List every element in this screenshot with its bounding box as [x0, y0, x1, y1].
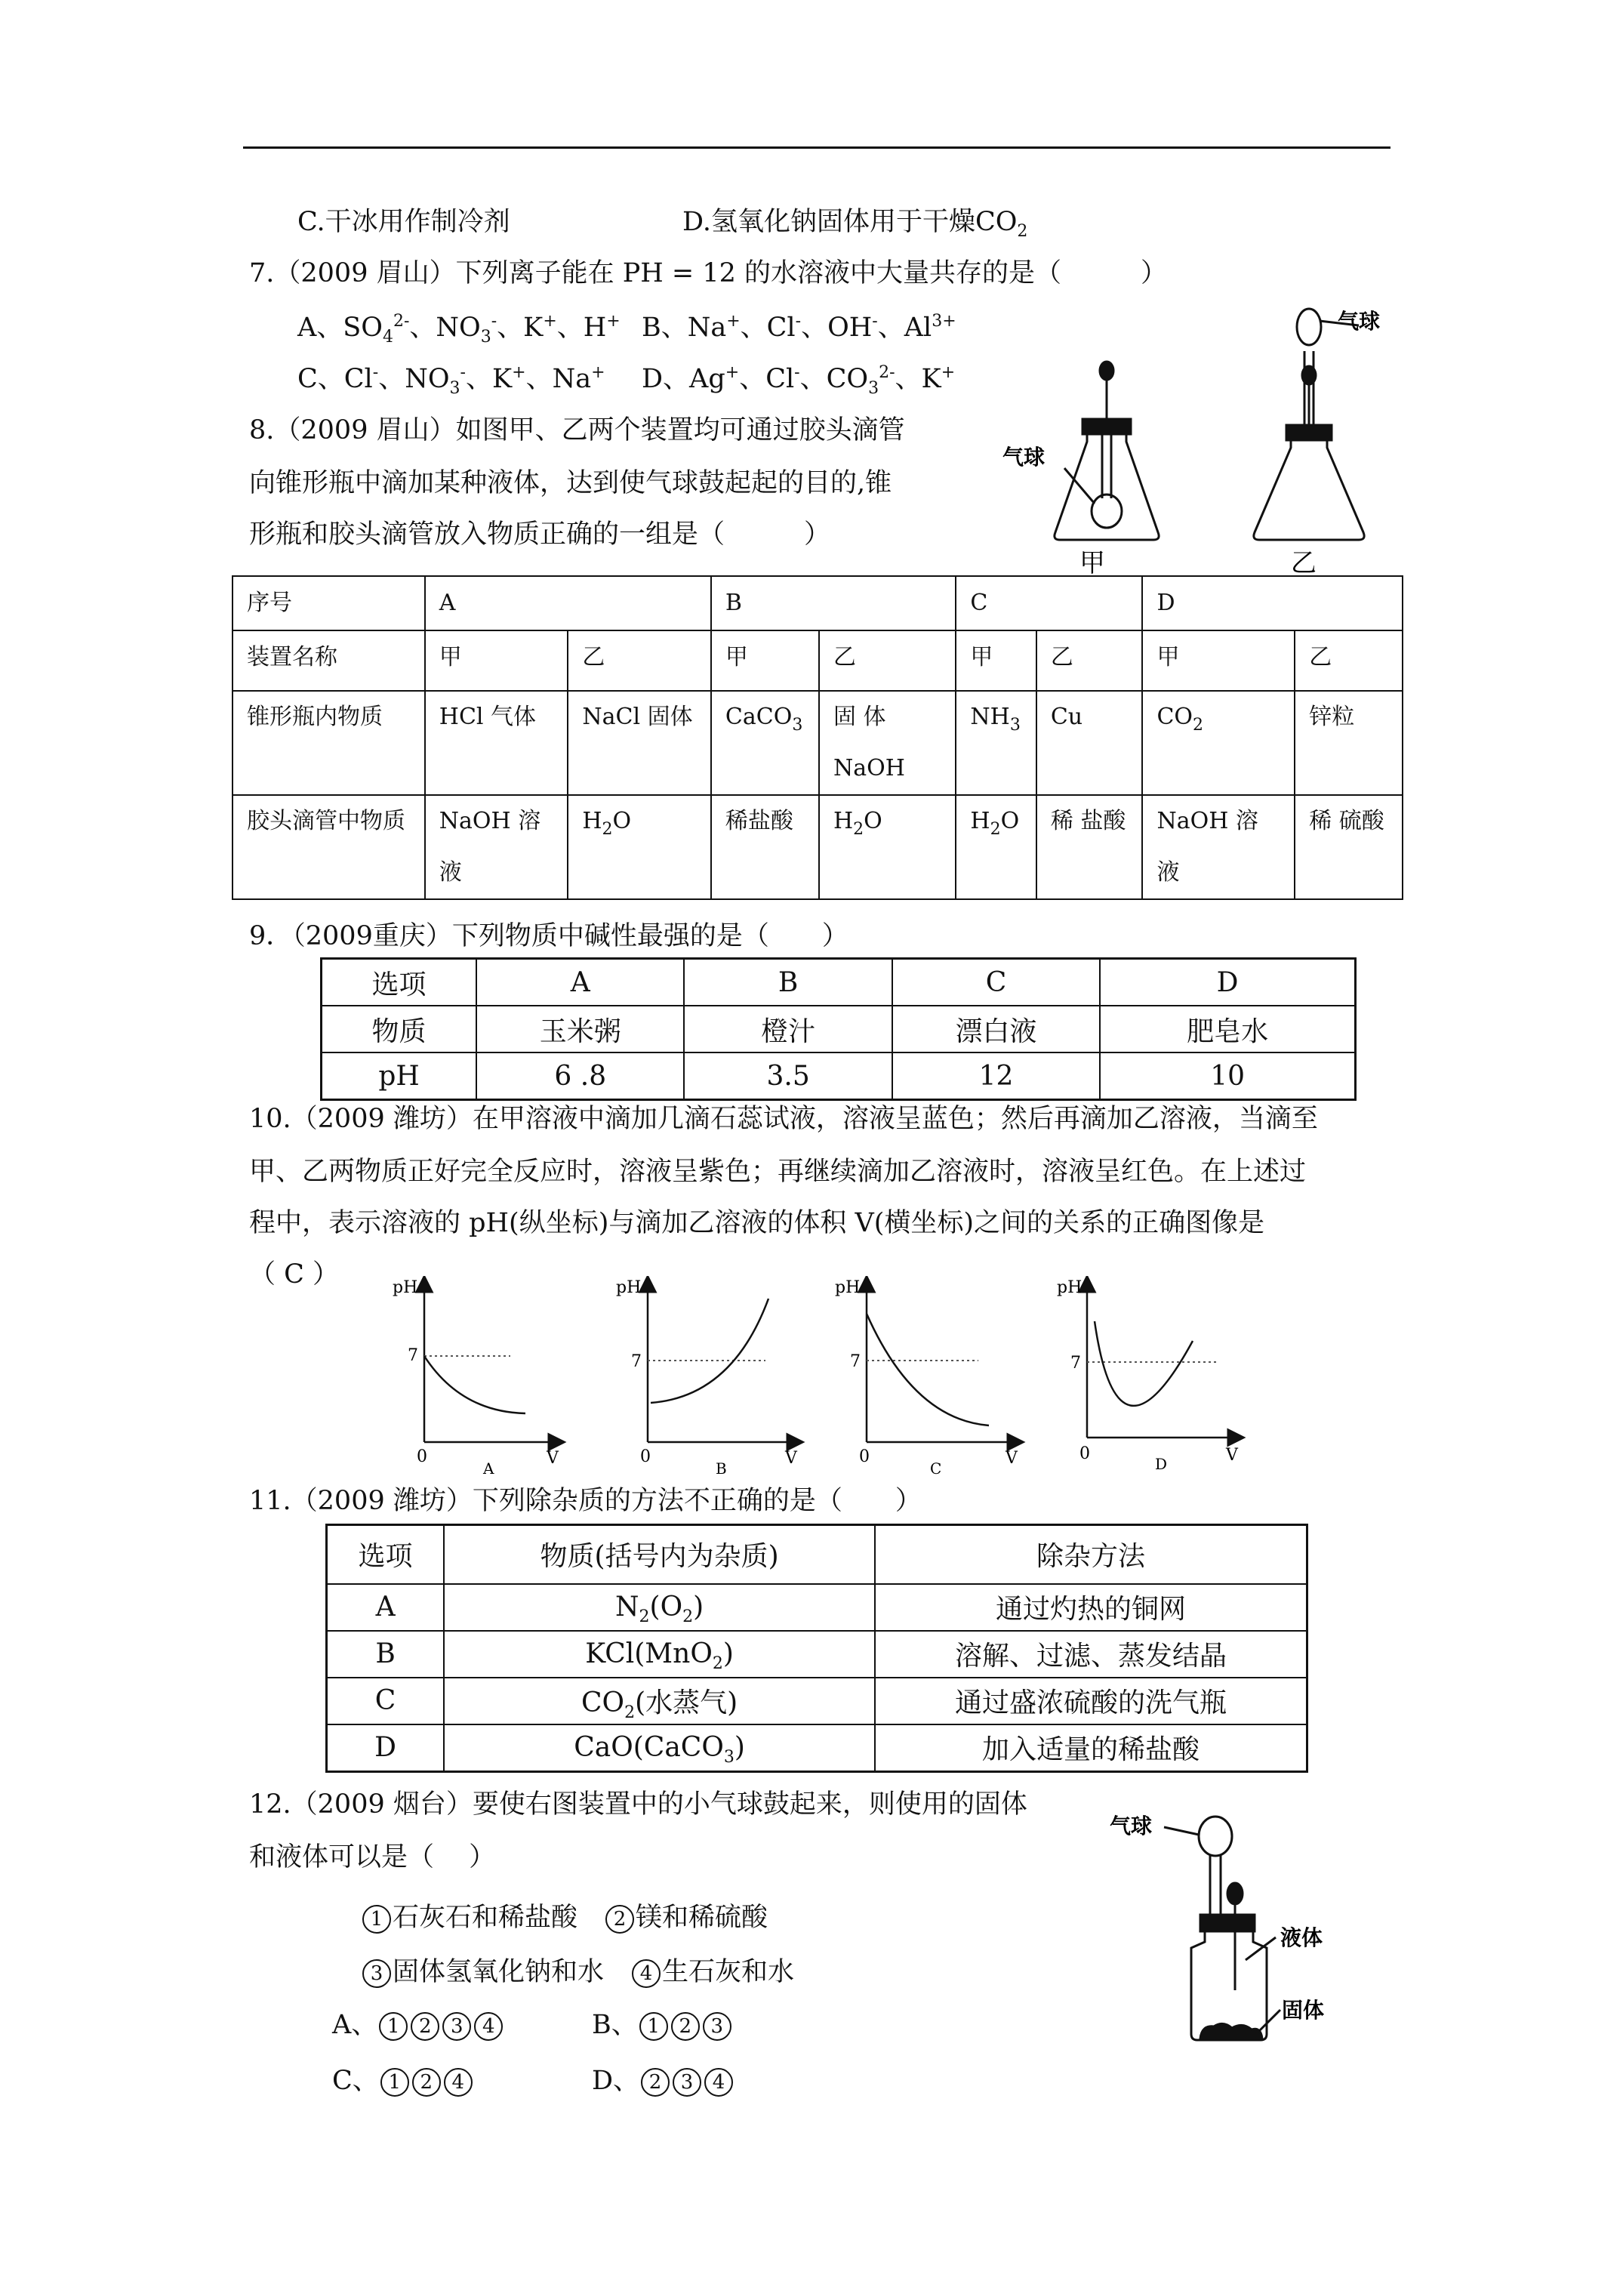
q12-stem-line2: 和液体可以是（ ） — [249, 1842, 496, 1872]
q7-option-a: A、$SO_4^{2-}$、$NO_3^-$、K+、H+ — [297, 312, 621, 347]
q8-cell: $NH_3$ — [956, 691, 1036, 795]
q8-cell: 乙 — [819, 630, 956, 691]
q12-solid-label: 固体 — [1282, 1998, 1325, 2023]
graph-a-curve — [424, 1356, 525, 1413]
q11-cell: D — [327, 1724, 445, 1772]
q9-stem: 9．（2009重庆）下列物质中碱性最强的是（ ） — [249, 921, 848, 951]
q11-cell: 加入适量的稀盐酸 — [875, 1724, 1307, 1772]
q10-stem-line2: 甲、乙两物质正好完全反应时，溶液呈紫色；再继续滴加乙溶液时，溶液呈红色。在上述过 — [249, 1157, 1307, 1187]
q11-cell: CaO(CaCO$_3$) — [444, 1724, 875, 1772]
circled-number: 3 — [362, 1959, 391, 1988]
graph-b-label: B — [716, 1459, 727, 1478]
q8-label-jia: 甲 — [1079, 548, 1105, 578]
q8-cell: C — [956, 576, 1142, 630]
q8-cell: NaCl 固体 — [568, 691, 711, 795]
q8-cell: 乙 — [1295, 630, 1403, 691]
q8-cell: NaOH 溶液 — [425, 795, 568, 899]
q9-cell: 漂白液 — [892, 1006, 1100, 1052]
q8-balloon-label-jia: 气球 — [1002, 445, 1046, 470]
q11-table-row — [327, 1584, 1307, 1631]
q12-items-line1: 1 石灰石和稀盐酸 2 镁和稀硫酸 — [361, 1901, 768, 1934]
q7-option-d: D、Ag+、Cl-、$CO_3^{2-}$、K+ — [642, 363, 956, 398]
q11-cell: KCl(MnO$_2$) — [444, 1631, 875, 1678]
q8-cell: 锌粒 — [1295, 691, 1403, 795]
graph-b-xlabel: V — [785, 1449, 797, 1468]
q8-cell: 固 体 NaOH — [819, 691, 956, 795]
q11-cell: 溶解、过滤、蒸发结晶 — [875, 1631, 1307, 1678]
q8-cell: $H_2O$ — [819, 795, 956, 899]
q10-stem-line3: 程中，表示溶液的 pH(纵坐标)与滴加乙溶液的体积 V(横坐标)之间的关系的正确图像是 — [249, 1208, 1265, 1238]
q8-label-yi: 乙 — [1291, 548, 1317, 578]
q11-table-header — [327, 1525, 1307, 1584]
graph-a-zero: 0 — [417, 1447, 427, 1466]
q8-cell: 锥形瓶内物质 — [233, 691, 425, 795]
graph-c-curve — [867, 1314, 989, 1425]
q12-items-line2: 3 固体氢氧化钠和水 4 生石灰和水 — [361, 1955, 794, 1989]
q9-cell: 6 .8 — [476, 1052, 684, 1100]
graph-a-seven: 7 — [408, 1346, 418, 1365]
graph-d-curve — [1095, 1321, 1193, 1406]
q8-cell: HCl 气体 — [425, 691, 568, 795]
q9-cell: 物质 — [322, 1006, 477, 1052]
q8-table-row-flask — [233, 691, 1403, 795]
q11-cell: C — [327, 1678, 445, 1724]
q8-cell: $CO_2$ — [1142, 691, 1295, 795]
q8-cell: 稀盐酸 — [711, 795, 819, 899]
q7-stem: 7.（2009 眉山）下列离子能在 PH = 12 的水溶液中大量共存的是（ ） — [249, 258, 1168, 288]
q6-option-d: D.氢氧化钠固体用于干燥$CO_2$ — [682, 207, 1028, 241]
q8-cell: 甲 — [1142, 630, 1295, 691]
graph-d-label: D — [1155, 1455, 1168, 1473]
q10-answer: （ C ） — [249, 1259, 340, 1290]
q7-option-b: B、Na+、Cl-、OH-、$Al^{3+}$ — [642, 312, 956, 343]
q9-table-row — [322, 1052, 1356, 1100]
q9-table-header — [322, 959, 1356, 1006]
q12-option-a: A、 1 2 3 4 — [332, 2008, 504, 2042]
q9-cell: B — [684, 959, 892, 1006]
q10-graphs — [377, 1276, 1268, 1495]
graph-b-curve — [651, 1299, 768, 1403]
graph-d-zero: 0 — [1079, 1444, 1090, 1463]
q11-cell: $CO_2$(水蒸气) — [444, 1678, 875, 1724]
q11-cell: 通过盛浓硫酸的洗气瓶 — [875, 1678, 1307, 1724]
q8-cell: D — [1142, 576, 1403, 630]
q8-cell: A — [425, 576, 711, 630]
q12-balloon-label: 气球 — [1110, 1814, 1153, 1838]
q8-cell: NaOH 溶液 — [1142, 795, 1295, 899]
q8-cell: B — [711, 576, 956, 630]
q8-cell: 稀 硫酸 — [1295, 795, 1403, 899]
q11-table-row — [327, 1678, 1307, 1724]
graph-c-xlabel: V — [1006, 1449, 1018, 1468]
q8-stem-line1: 8.（2009 眉山）如图甲、乙两个装置均可通过胶头滴管 — [249, 415, 905, 445]
q9-cell: pH — [322, 1052, 477, 1100]
q9-cell: D — [1100, 959, 1355, 1006]
header-rule — [243, 146, 1390, 149]
q8-stem-line2: 向锥形瓶中滴加某种液体，达到使气球鼓起起的目的,锥 — [249, 468, 892, 498]
q8-cell: 装置名称 — [233, 630, 425, 691]
q9-cell: 选项 — [322, 959, 477, 1006]
q9-cell: 12 — [892, 1052, 1100, 1100]
q11-table — [325, 1524, 1308, 1773]
graph-a-ylabel: pH — [393, 1278, 418, 1297]
q11-cell: 物质(括号内为杂质) — [444, 1525, 875, 1584]
graph-d-xlabel: V — [1226, 1446, 1238, 1465]
graph-d-ylabel: pH — [1057, 1278, 1083, 1297]
graph-b-seven: 7 — [631, 1352, 642, 1371]
q9-cell: A — [476, 959, 684, 1006]
q6-option-c: C.干冰用作制冷剂 — [297, 207, 510, 237]
graph-c — [835, 1278, 1018, 1478]
q8-table — [232, 575, 1403, 900]
q12-option-c: C、 1 2 4 — [332, 2064, 474, 2097]
graph-b-zero: 0 — [640, 1447, 651, 1466]
q12-option-b: B、 1 2 3 — [592, 2008, 733, 2042]
circled-number: 1 — [362, 1905, 391, 1934]
q9-cell: 10 — [1100, 1052, 1355, 1100]
q8-cell: 甲 — [956, 630, 1036, 691]
q8-table-row-header — [233, 576, 1403, 630]
circled-number: 2 — [605, 1905, 634, 1934]
q11-cell: 选项 — [327, 1525, 445, 1584]
q8-cell: 稀 盐酸 — [1036, 795, 1143, 899]
q10-stem-line1: 10.（2009 潍坊）在甲溶液中滴加几滴石蕊试液，溶液呈蓝色；然后再滴加乙溶液，当滴至 — [249, 1104, 1318, 1134]
q8-balloon-label-yi: 气球 — [1338, 309, 1381, 334]
q11-table-row — [327, 1724, 1307, 1772]
q9-cell: 肥皂水 — [1100, 1006, 1355, 1052]
q8-cell: Cu — [1036, 691, 1143, 795]
graph-d — [1057, 1278, 1239, 1473]
q8-stem-line3: 形瓶和胶头滴管放入物质正确的一组是（ ） — [249, 519, 831, 550]
q8-cell: $H_2O$ — [956, 795, 1036, 899]
q8-flask-figure — [989, 306, 1412, 578]
q11-stem: 11.（2009 潍坊）下列除杂质的方法不正确的是（ ） — [249, 1486, 922, 1516]
q11-table-row — [327, 1631, 1307, 1678]
q8-cell: 乙 — [568, 630, 711, 691]
graph-d-seven: 7 — [1070, 1354, 1081, 1373]
graph-b — [616, 1278, 798, 1478]
graph-c-seven: 7 — [850, 1352, 861, 1371]
q8-table-row-device — [233, 630, 1403, 691]
q8-table-row-dropper — [233, 795, 1403, 899]
q8-cell: 胶头滴管中物质 — [233, 795, 425, 899]
q8-cell: 序号 — [233, 576, 425, 630]
q12-stem-line1: 12.（2009 烟台）要使右图装置中的小气球鼓起来，则使用的固体 — [249, 1789, 1027, 1820]
q11-cell: B — [327, 1631, 445, 1678]
q9-table-row — [322, 1006, 1356, 1052]
q12-liquid-label: 液体 — [1280, 1925, 1323, 1950]
q9-table — [320, 957, 1357, 1101]
q12-option-d: D、 2 3 4 — [592, 2064, 735, 2097]
q12-apparatus-figure — [1110, 1809, 1359, 2051]
graph-a-label: A — [483, 1459, 494, 1478]
graph-c-ylabel: pH — [835, 1278, 861, 1297]
q9-cell: 玉米粥 — [476, 1006, 684, 1052]
graph-c-zero: 0 — [859, 1447, 870, 1466]
circled-number: 4 — [632, 1959, 661, 1988]
q11-cell: A — [327, 1584, 445, 1631]
graph-a-xlabel: V — [547, 1449, 559, 1468]
q9-cell: 3.5 — [684, 1052, 892, 1100]
graph-a — [393, 1278, 559, 1478]
graph-b-ylabel: pH — [616, 1278, 642, 1297]
q8-cell: $H_2O$ — [568, 795, 711, 899]
q11-cell: 通过灼热的铜网 — [875, 1584, 1307, 1631]
q11-cell: $N_2(O_2)$ — [444, 1584, 875, 1631]
q8-cell: 甲 — [711, 630, 819, 691]
graph-c-label: C — [930, 1459, 942, 1478]
q7-option-c: C、Cl-、$NO_3^-$、K+、Na+ — [297, 363, 605, 398]
q8-cell: 甲 — [425, 630, 568, 691]
q8-cell: 乙 — [1036, 630, 1143, 691]
q9-cell: C — [892, 959, 1100, 1006]
q9-cell: 橙汁 — [684, 1006, 892, 1052]
q8-cell: CaCO$_3$ — [711, 691, 819, 795]
q11-cell: 除杂方法 — [875, 1525, 1307, 1584]
